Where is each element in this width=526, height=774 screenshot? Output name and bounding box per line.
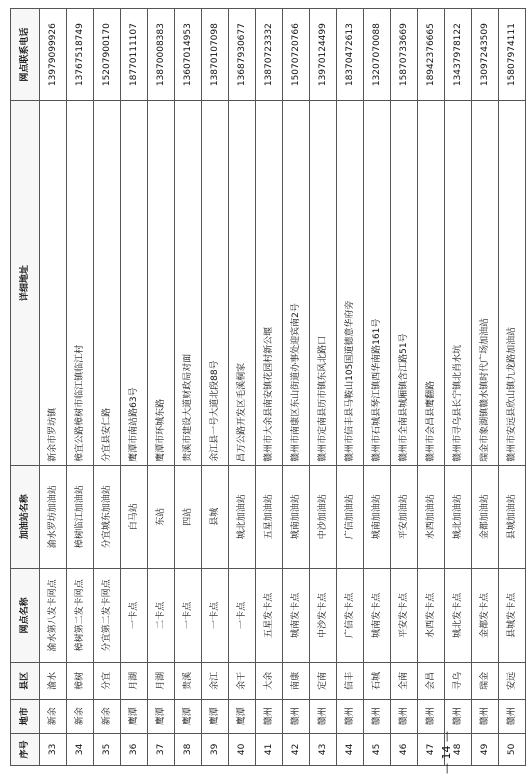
cell-address: 鹰潭市南站路63号: [121, 101, 148, 466]
cell-phone: 13607014953: [175, 9, 202, 101]
cell-index: 42: [283, 733, 310, 765]
cell-index: 35: [94, 733, 121, 765]
cell-county: 樟树: [67, 663, 94, 699]
cell-outlet-name: 分宜第二发卡网点: [94, 568, 121, 662]
cell-index: 39: [202, 733, 229, 765]
table-row: [256, 9, 283, 766]
cell-index: 40: [229, 733, 256, 765]
cell-outlet-name: 樟树第二发卡网点: [67, 568, 94, 662]
cell-outlet-name: 二卡点: [148, 568, 175, 662]
cell-station-name: 县城: [202, 465, 229, 568]
cell-phone: 13870723332: [256, 9, 283, 101]
cell-station-name: 县城加油站: [499, 465, 526, 568]
cell-index: 36: [121, 733, 148, 765]
cell-outlet-name: 广信发卡点: [337, 568, 364, 662]
cell-station-name: 水西加油站: [418, 465, 445, 568]
cell-outlet-name: 城南发卡点: [364, 568, 391, 662]
gas-station-table: [10, 8, 526, 766]
header-station-name: 加油站名称: [11, 465, 40, 568]
header-address: 详细地址: [11, 101, 40, 466]
cell-phone: 18770111107: [121, 9, 148, 101]
cell-city: 赣州: [499, 699, 526, 733]
table-row: [175, 9, 202, 766]
table-row: [472, 9, 499, 766]
cell-outlet-name: 一卡点: [202, 568, 229, 662]
cell-county: 瑞金: [472, 663, 499, 699]
table-row: [121, 9, 148, 766]
cell-county: 南康: [283, 663, 310, 699]
cell-city: 赣州: [310, 699, 337, 733]
cell-city: 赣州: [472, 699, 499, 733]
table-header-row: [11, 9, 40, 766]
cell-phone: 13437978122: [445, 9, 472, 101]
table-row: [499, 9, 526, 766]
cell-phone: 15807974111: [499, 9, 526, 101]
cell-city: 新余: [67, 699, 94, 733]
header-outlet-name: 网点名称: [11, 568, 40, 662]
cell-station-name: 渝水罗坊加油站: [40, 465, 67, 568]
cell-county: 信丰: [337, 663, 364, 699]
page-number: — 14 —: [440, 731, 453, 774]
table-row: [310, 9, 337, 766]
cell-city: 新余: [40, 699, 67, 733]
table-row: [283, 9, 310, 766]
cell-address: 樟宜公路樟树市临江镇临江村: [67, 101, 94, 466]
cell-county: 全南: [391, 663, 418, 699]
cell-city: 赣州: [283, 699, 310, 733]
cell-index: 48: [445, 733, 472, 765]
cell-address: 贵溪市建设大道财政局对面: [175, 101, 202, 466]
cell-index: 37: [148, 733, 175, 765]
cell-index: 43: [310, 733, 337, 765]
cell-address: 赣州市信丰县马鞍山105国道德意华府旁: [337, 101, 364, 466]
cell-phone: 18942376665: [418, 9, 445, 101]
cell-outlet-name: 金都发卡点: [472, 568, 499, 662]
cell-address: 赣州市会昌县鹰翻路: [418, 101, 445, 466]
cell-phone: 18370472613: [337, 9, 364, 101]
cell-station-name: 中沙加油站: [310, 465, 337, 568]
cell-index: 34: [67, 733, 94, 765]
cell-outlet-name: 平安发卡点: [391, 568, 418, 662]
cell-phone: 13207070088: [364, 9, 391, 101]
cell-county: 渝水: [40, 663, 67, 699]
table-body: [40, 9, 526, 766]
cell-city: 鹰潭: [202, 699, 229, 733]
cell-phone: 13970124499: [310, 9, 337, 101]
header-city: 地市: [11, 699, 40, 733]
cell-outlet-name: 一卡点: [175, 568, 202, 662]
cell-county: 大余: [256, 663, 283, 699]
table-row: [445, 9, 472, 766]
cell-city: 鹰潭: [175, 699, 202, 733]
cell-index: 45: [364, 733, 391, 765]
cell-outlet-name: 一卡点: [229, 568, 256, 662]
table-row: [94, 9, 121, 766]
cell-phone: 13767518749: [67, 9, 94, 101]
table-row: [391, 9, 418, 766]
cell-county: 月湖: [148, 663, 175, 699]
cell-station-name: 分宜城东加油站: [94, 465, 121, 568]
cell-county: 贵溪: [175, 663, 202, 699]
cell-address: 赣州市大余县南安镇花园村新公堰: [256, 101, 283, 466]
cell-outlet-name: 水西发卡点: [418, 568, 445, 662]
cell-address: 鹰潭市环城东路: [148, 101, 175, 466]
cell-county: 月湖: [121, 663, 148, 699]
cell-city: 赣州: [337, 699, 364, 733]
cell-outlet-name: 一卡点: [121, 568, 148, 662]
cell-index: 44: [337, 733, 364, 765]
cell-station-name: 樟树临江加油站: [67, 465, 94, 568]
cell-station-name: 城南加油站: [283, 465, 310, 568]
cell-station-name: 广信加油站: [337, 465, 364, 568]
cell-index: 33: [40, 733, 67, 765]
cell-address: 瑞金市象湖镇赣水镇时代广场加油站: [472, 101, 499, 466]
table-row: [418, 9, 445, 766]
cell-phone: 13097243509: [472, 9, 499, 101]
cell-station-name: 五星加油站: [256, 465, 283, 568]
cell-station-name: 金都加油站: [472, 465, 499, 568]
cell-index: 38: [175, 733, 202, 765]
header-county: 县区: [11, 663, 40, 699]
cell-outlet-name: 渝水第八发卡网点: [40, 568, 67, 662]
cell-address: 昌万公路开发区毛溪桐家: [229, 101, 256, 466]
cell-station-name: 四站: [175, 465, 202, 568]
cell-address: 赣州市安远县欣山镇九龙路加油站: [499, 101, 526, 466]
cell-county: 定南: [310, 663, 337, 699]
header-phone: 网点联系电话: [11, 9, 40, 101]
cell-outlet-name: 城北发卡点: [445, 568, 472, 662]
table-row: [67, 9, 94, 766]
table-row: [202, 9, 229, 766]
cell-city: 新余: [94, 699, 121, 733]
cell-outlet-name: 城南发卡点: [283, 568, 310, 662]
cell-station-name: 城南加油站: [364, 465, 391, 568]
cell-station-name: 白马站: [121, 465, 148, 568]
cell-city: 赣州: [445, 699, 472, 733]
cell-address: 分宜县安仁路: [94, 101, 121, 466]
cell-county: 余江: [202, 663, 229, 699]
cell-phone: 15870733669: [391, 9, 418, 101]
cell-outlet-name: 县城发卡点: [499, 568, 526, 662]
table-row: [229, 9, 256, 766]
cell-city: 赣州: [364, 699, 391, 733]
table-row: [40, 9, 67, 766]
cell-county: 寻乌: [445, 663, 472, 699]
cell-index: 47: [418, 733, 445, 765]
header-index: 序号: [11, 733, 40, 765]
cell-county: 会昌: [418, 663, 445, 699]
cell-county: 分宜: [94, 663, 121, 699]
cell-city: 赣州: [391, 699, 418, 733]
cell-city: 鹰潭: [148, 699, 175, 733]
cell-address: 赣州市南康区东山街道办事处迎宾南2号: [283, 101, 310, 466]
table-row: [148, 9, 175, 766]
cell-index: 49: [472, 733, 499, 765]
cell-station-name: 东站: [148, 465, 175, 568]
cell-address: 新余市罗坊镇: [40, 101, 67, 466]
cell-city: 鹰潭: [121, 699, 148, 733]
cell-station-name: 平安加油站: [391, 465, 418, 568]
cell-city: 赣州: [418, 699, 445, 733]
cell-index: 41: [256, 733, 283, 765]
cell-city: 鹰潭: [229, 699, 256, 733]
cell-address: 余江县一号大道北段88号: [202, 101, 229, 466]
cell-address: 赣州市寻乌县长宁镇北肖水坑: [445, 101, 472, 466]
cell-phone: 15070720766: [283, 9, 310, 101]
cell-phone: 13979099926: [40, 9, 67, 101]
cell-address: 赣州市石城县琴江镇西华南路161号: [364, 101, 391, 466]
cell-phone: 13870107098: [202, 9, 229, 101]
cell-phone: 15207900170: [94, 9, 121, 101]
cell-outlet-name: 五星发卡点: [256, 568, 283, 662]
cell-phone: 13870008383: [148, 9, 175, 101]
table-row: [337, 9, 364, 766]
cell-outlet-name: 中沙发卡点: [310, 568, 337, 662]
cell-county: 石城: [364, 663, 391, 699]
cell-index: 50: [499, 733, 526, 765]
cell-address: 赣州市全南县城厢镇含江路51号: [391, 101, 418, 466]
cell-index: 46: [391, 733, 418, 765]
cell-address: 赣州市定南县历市镇东风北路口: [310, 101, 337, 466]
cell-station-name: 城北加油站: [229, 465, 256, 568]
cell-county: 安远: [499, 663, 526, 699]
cell-station-name: 城北加油站: [445, 465, 472, 568]
cell-city: 赣州: [256, 699, 283, 733]
cell-phone: 13687930677: [229, 9, 256, 101]
cell-county: 余干: [229, 663, 256, 699]
table-row: [364, 9, 391, 766]
